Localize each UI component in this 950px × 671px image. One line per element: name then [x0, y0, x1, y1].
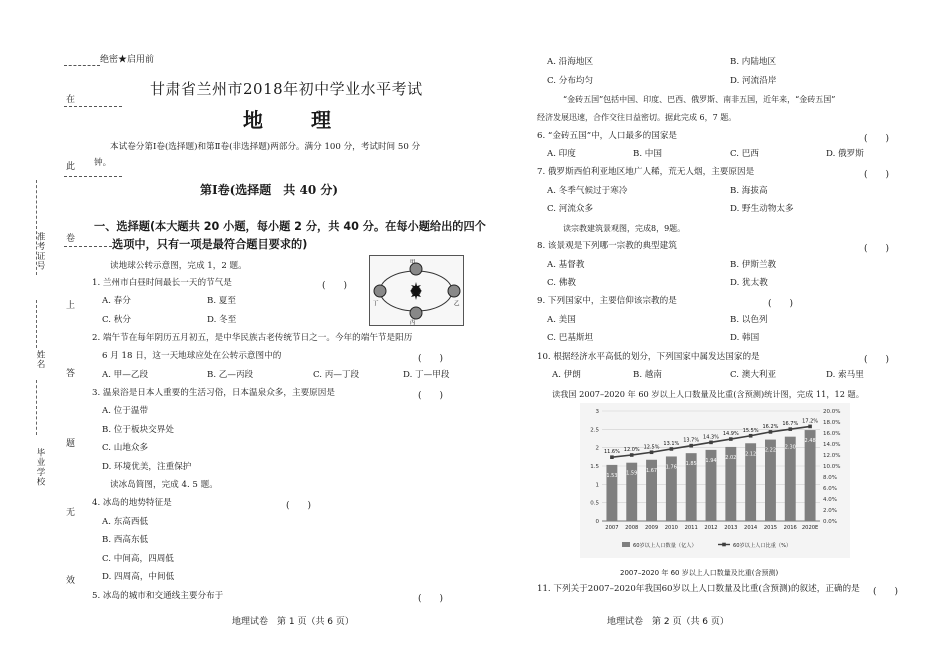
q5-option-a: A. 沿海地区: [547, 57, 594, 67]
q3-paren: ( ): [418, 391, 444, 401]
binding-word-1: 在: [66, 95, 76, 105]
q7-option-b: B. 海拔高: [730, 186, 768, 196]
field-name: 姓名: [35, 350, 45, 370]
q11-paren: ( ): [873, 587, 899, 597]
brics-intro-2: 经济发展迅速，合作交往日益密切。据此完成 6，7 题。: [537, 113, 737, 122]
left-axis-tick: 1: [595, 482, 599, 489]
orbit-label-yi: 乙: [454, 301, 460, 307]
q2-option-d: D. 丁—甲段: [403, 370, 450, 380]
q11-stem: 11. 下列关于2007–2020年我国60岁以上人口数量及比重(含预测)的叙述，正确的是: [537, 584, 860, 594]
legend-bar-swatch: [622, 542, 630, 547]
ratio-label: 11.6%: [603, 449, 620, 456]
ratio-label: 14.9%: [722, 431, 739, 438]
brics-intro-1: “金砖五国”包括中国、印度、巴西、俄罗斯、南非五国，近年来，“金砖五国”: [563, 95, 836, 104]
q1-option-b: B. 夏至: [207, 296, 236, 306]
q2-stem-1: 2. 端午节在每年阴历五月初五，是中华民族古老传统节日之一。今年的端午节是阳历: [92, 333, 413, 343]
orbit-diagram: [369, 255, 464, 326]
orbit-label-bing: 丙: [410, 320, 416, 325]
population-chart: [580, 403, 850, 558]
binding-word-4: 上: [66, 301, 76, 311]
q3-option-b: B. 位于板块交界处: [102, 425, 174, 435]
x-axis-tick: 2016: [783, 525, 797, 531]
bar-label: 2.12: [745, 451, 757, 458]
q10-paren: ( ): [864, 355, 890, 365]
binding-word-2: 此: [66, 162, 76, 172]
binding-word-7: 无: [66, 508, 76, 518]
q4-paren: ( ): [286, 501, 312, 511]
q2-option-b: B. 乙—丙段: [207, 370, 254, 380]
orbit-label-ding: 丁: [373, 301, 379, 307]
q2-paren: ( ): [418, 354, 444, 364]
read-iceland: 读冰岛简图，完成 4. 5 题。: [110, 480, 218, 490]
ratio-label: 13.1%: [663, 440, 680, 447]
read-orbit: 读地球公转示意图，完成 1，2 题。: [110, 261, 247, 271]
orbit-label-jia: 甲: [410, 260, 416, 266]
ratio-point: [788, 427, 792, 431]
q6-option-b: B. 中国: [633, 149, 662, 159]
bar-label: 2.30: [784, 444, 796, 451]
q6-paren: ( ): [864, 134, 890, 144]
x-axis-tick: 2010: [664, 525, 678, 531]
right-footer: 地理试卷 第 2 页（共 6 页）: [607, 617, 729, 627]
field-school: 毕业学校: [35, 448, 45, 487]
ratio-point: [650, 450, 654, 454]
ratio-label: 12.0%: [623, 447, 640, 453]
q4-option-a: A. 东高西低: [102, 517, 149, 527]
q9-option-b: B. 以色列: [730, 315, 768, 325]
left-axis-tick: 1.5: [590, 464, 599, 470]
population-chart-svg: [580, 403, 850, 558]
q10-stem: 10. 根据经济水平高低的划分，下列国家中属发达国家的是: [537, 352, 760, 362]
left-axis-tick: 2.5: [590, 427, 599, 434]
ratio-point: [689, 444, 693, 448]
left-axis-tick: 0.5: [590, 500, 599, 507]
exam-title: 甘肃省兰州市2018年初中学业水平考试: [150, 80, 423, 98]
q8-paren: ( ): [864, 244, 890, 254]
q1-option-c: C. 秋分: [102, 315, 131, 325]
q8-option-c: C. 佛教: [547, 278, 576, 288]
bar-label: 2.02: [725, 454, 737, 461]
q9-option-c: C. 巴基斯坦: [547, 333, 594, 343]
q1-option-a: A. 春分: [102, 296, 131, 306]
right-axis-tick: 16.0%: [823, 431, 841, 437]
q8-option-b: B. 伊斯兰教: [730, 260, 777, 270]
right-axis-tick: 2.0%: [823, 508, 837, 514]
ratio-label: 16.2%: [762, 423, 779, 430]
bar-label: 1.94: [705, 457, 717, 464]
x-axis-tick: 2013: [724, 525, 738, 531]
ratio-point: [709, 441, 713, 445]
read-chart: 读我国 2007–2020 年 60 岁以上人口数量及比重(含预测)统计图，完成 11，12 题。: [552, 389, 864, 399]
part1-heading: 第Ⅰ卷(选择题 共 40 分): [200, 183, 339, 197]
legend-line-marker: [722, 543, 726, 547]
q5-paren: ( ): [418, 594, 444, 604]
intro-line-2: 钟。: [94, 158, 112, 168]
bar-label: 2.22: [764, 447, 777, 454]
x-axis-tick: 2008: [625, 525, 639, 531]
bar-label: 1.67: [645, 467, 658, 474]
right-axis-tick: 12.0%: [823, 453, 841, 459]
ratio-point: [610, 455, 614, 459]
binding-word-6: 题: [66, 439, 76, 449]
q6-option-a: A. 印度: [547, 149, 576, 159]
q7-stem: 7. 俄罗斯西伯利亚地区地广人稀，荒无人烟，主要原因是: [537, 167, 755, 177]
left-axis-tick: 0: [595, 519, 599, 525]
q4-option-d: D. 四周高，中间低: [102, 572, 175, 582]
x-axis-tick: 2012: [704, 525, 718, 531]
q2-stem-2: 6 月 18 日，这一天地球应处在公转示意图中的: [102, 351, 282, 361]
q9-paren: ( ): [768, 299, 794, 309]
right-axis-tick: 10.0%: [823, 464, 841, 470]
q9-option-a: A. 美国: [547, 315, 576, 325]
field-exam-number: 准考证号: [35, 232, 45, 271]
q5-option-b: B. 内陆地区: [730, 57, 777, 67]
q4-stem: 4. 冰岛的地势特征是: [92, 498, 172, 508]
ratio-label: 17.2%: [802, 418, 819, 425]
right-axis-tick: 8.0%: [823, 475, 837, 481]
x-axis-tick: 2007: [605, 525, 619, 531]
legend-bar-label: 60岁以上人口数量（亿人）: [633, 543, 697, 549]
q3-option-d: D. 环境优美，注重保护: [102, 462, 192, 472]
ratio-point: [670, 447, 674, 451]
q6-option-c: C. 巴西: [730, 149, 759, 159]
ratio-label: 12.5%: [643, 444, 660, 451]
chart-caption: 2007–2020 年 60 岁以上人口数量及比重(含预测): [620, 569, 779, 577]
q8-option-d: D. 犹太教: [730, 278, 768, 288]
intro-line-1: 本试卷分第Ⅰ卷(选择题)和第Ⅱ卷(非选择题)两部分。满分 100 分，考试时间 50 分: [110, 142, 421, 152]
ratio-label: 16.7%: [782, 421, 799, 428]
q3-option-a: A. 位于温带: [102, 406, 149, 416]
bar-label: 2.48: [804, 438, 816, 445]
section-title-line1: 一、选择题(本大题共 20 小题，每小题 2 分，共 40 分。在每小题给出的四个: [94, 220, 486, 233]
subject-title: 地 理: [243, 108, 345, 132]
ratio-label: 13.7%: [683, 437, 700, 444]
ratio-point: [749, 434, 753, 438]
right-axis-tick: 0.0%: [823, 519, 837, 525]
ratio-point: [808, 425, 812, 429]
left-axis-tick: 2: [595, 445, 599, 452]
bar-label: 1.76: [665, 464, 677, 471]
q6-option-d: D. 俄罗斯: [826, 149, 864, 159]
legend-line-label: 60岁以上人口比重（%）: [733, 543, 792, 549]
q1-stem: 1. 兰州市白昼时间最长一天的节气是: [92, 278, 232, 288]
q10-option-c: C. 澳大利亚: [730, 370, 777, 380]
right-axis-tick: 14.0%: [823, 442, 841, 448]
q3-stem: 3. 温泉浴是日本人重要的生活习俗，日本温泉众多，主要原因是: [92, 388, 335, 398]
x-axis-tick: 2015: [763, 525, 778, 531]
q1-paren: ( ): [322, 281, 348, 291]
q8-option-a: A. 基督教: [547, 260, 585, 270]
q1-option-d: D. 冬至: [207, 315, 237, 325]
right-axis-tick: 4.0%: [823, 497, 837, 503]
q3-option-c: C. 山地众多: [102, 443, 149, 453]
q7-option-d: D. 野生动物太多: [730, 204, 794, 214]
q4-option-c: C. 中间高，四周低: [102, 554, 174, 564]
binding-word-5: 答: [66, 369, 76, 379]
q2-option-c: C. 丙—丁段: [313, 370, 360, 380]
q10-option-b: B. 越南: [633, 370, 662, 380]
q9-option-d: D. 韩国: [730, 333, 760, 343]
x-axis-tick: 2020E: [801, 525, 819, 531]
bar-label: 1.53: [606, 472, 618, 479]
read-religion: 读宗教建筑景观图，完成8，9题。: [563, 224, 686, 233]
binding-word-3: 卷: [66, 234, 76, 244]
q10-option-d: D. 索马里: [826, 370, 864, 380]
bar-label: 1.59: [626, 470, 638, 477]
left-axis-tick: 3: [595, 409, 599, 415]
bar-label: 1.85: [685, 461, 697, 468]
x-axis-tick: 2014: [744, 525, 758, 531]
q10-option-a: A. 伊朗: [552, 370, 581, 380]
x-axis-tick: 2011: [684, 525, 698, 531]
q6-stem: 6. “金砖五国”中，人口最多的国家是: [537, 131, 678, 141]
binding-word-8: 效: [66, 576, 76, 586]
right-axis-tick: 20.0%: [823, 409, 841, 415]
q7-option-c: C. 河流众多: [547, 204, 594, 214]
q5-stem: 5. 冰岛的城市和交通线主要分布于: [92, 591, 224, 601]
ratio-label: 14.3%: [703, 434, 719, 441]
secret-mark: 绝密★启用前: [64, 52, 154, 65]
right-axis-tick: 18.0%: [823, 420, 841, 426]
q4-option-b: B. 西高东低: [102, 535, 149, 545]
x-axis-tick: 2009: [644, 525, 659, 531]
ratio-point: [769, 430, 773, 434]
section-title-line2: 选项中，只有一项是最符合题目要求的): [112, 238, 308, 251]
right-axis-tick: 6.0%: [823, 486, 837, 492]
ratio-point: [630, 453, 634, 457]
ratio-point: [729, 437, 733, 441]
q7-option-a: A. 冬季气候过于寒冷: [547, 186, 628, 196]
q5-option-d: D. 河流沿岸: [730, 76, 777, 86]
q2-option-a: A. 甲—乙段: [102, 370, 149, 380]
q8-stem: 8. 该景观是下列哪一宗教的典型建筑: [537, 241, 677, 251]
q9-stem: 9. 下列国家中，主要信仰该宗教的是: [537, 296, 677, 306]
q7-paren: ( ): [864, 170, 890, 180]
left-footer: 地理试卷 第 1 页（共 6 页）: [232, 617, 354, 627]
ratio-label: 15.5%: [742, 427, 759, 434]
q5-option-c: C. 分布均匀: [547, 76, 594, 86]
sun-icon: [410, 282, 422, 300]
